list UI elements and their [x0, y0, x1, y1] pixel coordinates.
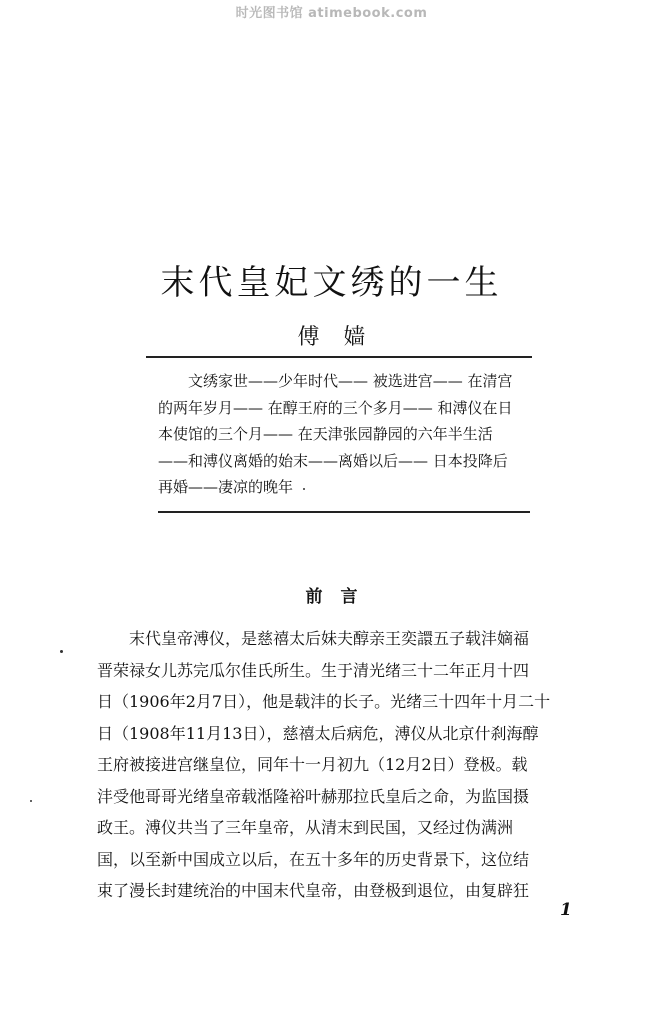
summary-line: ——和溥仪离婚的始末——离婚以后—— 日本投降后: [158, 451, 508, 470]
bottom-rule: [158, 511, 530, 513]
scan-speck: [303, 488, 305, 490]
page-number: 1: [560, 900, 572, 920]
body-line: 末代皇帝溥仪，是慈禧太后妹夫醇亲王奕譞五子载沣嫡福: [129, 629, 530, 648]
body-line: 日（1906年2月7日），他是载沣的长子。光绪三十四年十月二十: [97, 692, 551, 711]
watermark: 时光图书馆 atimebook.com: [235, 6, 428, 21]
summary-line: 文绣家世——少年时代—— 被选进宫—— 在清宫: [188, 372, 513, 390]
section-heading: 前言: [305, 587, 376, 607]
page-title: 末代皇妃文绣的一生: [160, 263, 503, 303]
scan-speck: [60, 650, 63, 653]
body-text: [97, 623, 597, 907]
summary-line: 再婚——凄凉的晚年: [158, 478, 294, 496]
chapter-summary: [158, 368, 538, 501]
summary-line: 的两年岁月—— 在醇王府的三个多月—— 和溥仪在日: [158, 398, 513, 417]
body-line: 沣受他哥哥光绪皇帝载湉隆裕叶赫那拉氏皇后之命，为监国摄: [97, 786, 530, 806]
author-name: 傅嫱: [297, 325, 390, 350]
body-line: 政王。溥仪共当了三年皇帝，从清末到民国，又经过伪满洲: [97, 818, 514, 837]
body-line: 国，以至新中国成立以后，在五十多年的历史背景下，这位结: [97, 849, 530, 869]
summary-line: 本使馆的三个月—— 在天津张园静园的六年半生活: [158, 425, 493, 443]
body-line: 晋荣禄女儿苏完瓜尔佳氏所生。生于清光绪三十二年正月十四: [97, 660, 530, 680]
scan-speck: [30, 800, 32, 802]
top-rule: [146, 356, 532, 358]
body-line: 束了漫长封建统治的中国末代皇帝，由登极到退位，由复辟狂: [97, 881, 530, 900]
body-line: 日（1908年11月13日），慈禧太后病危，溥仪从北京什刹海醇: [97, 723, 539, 743]
body-line: 王府被接进宫继皇位，同年十一月初九（12月2日）登极。载: [97, 755, 528, 774]
